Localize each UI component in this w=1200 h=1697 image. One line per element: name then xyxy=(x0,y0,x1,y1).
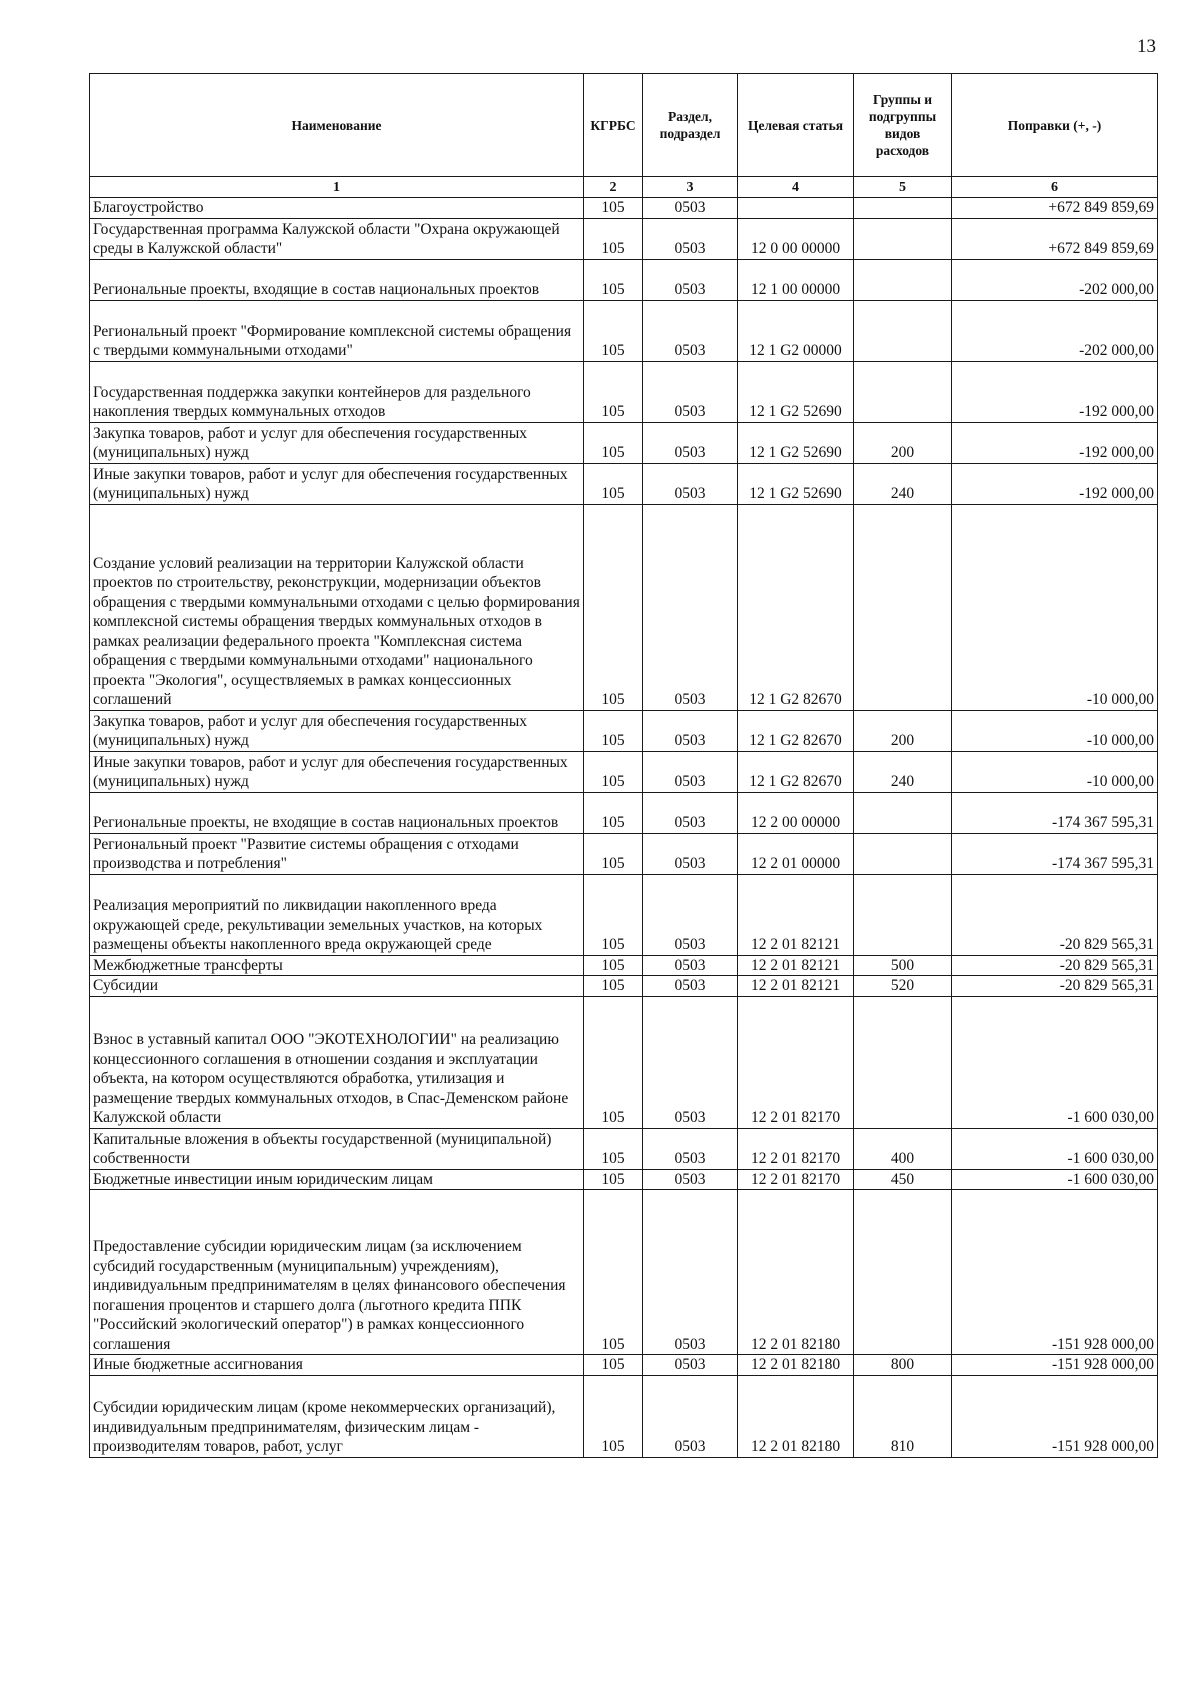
cell-amount: -192 000,00 xyxy=(952,422,1158,463)
cell-kgrbs: 105 xyxy=(584,300,643,361)
cell-group: 400 xyxy=(854,1128,952,1169)
cell-razdel: 0503 xyxy=(643,198,738,219)
table-row xyxy=(90,300,1158,361)
cell-razdel: 0503 xyxy=(643,300,738,361)
cell-kgrbs: 105 xyxy=(584,218,643,259)
table-row xyxy=(90,463,1158,504)
cell-kgrbs: 105 xyxy=(584,751,643,792)
cell-amount: -10 000,00 xyxy=(952,504,1158,710)
cell-razdel: 0503 xyxy=(643,504,738,710)
header-group: Группы и подгруппы видов расходов xyxy=(854,74,952,177)
column-number: 1 xyxy=(90,177,584,198)
column-number-row xyxy=(90,177,1158,198)
cell-kgrbs: 105 xyxy=(584,1169,643,1190)
cell-name: Субсидии юридическим лицам (кроме некоммерческих организаций), индивидуальным предпринимателям, физическим лицам - производителям товаров, работ, услуг xyxy=(90,1375,584,1457)
cell-razdel: 0503 xyxy=(643,1169,738,1190)
cell-name: Закупка товаров, работ и услуг для обеспечения государственных (муниципальных) нужд xyxy=(90,710,584,751)
table-header-row xyxy=(90,74,1158,177)
cell-group: 240 xyxy=(854,751,952,792)
cell-kgrbs: 105 xyxy=(584,463,643,504)
table-row xyxy=(90,1190,1158,1355)
cell-razdel: 0503 xyxy=(643,710,738,751)
cell-razdel: 0503 xyxy=(643,1128,738,1169)
cell-amount: -202 000,00 xyxy=(952,259,1158,300)
cell-amount: -151 928 000,00 xyxy=(952,1190,1158,1355)
cell-razdel: 0503 xyxy=(643,218,738,259)
cell-amount: -151 928 000,00 xyxy=(952,1375,1158,1457)
cell-kgrbs: 105 xyxy=(584,874,643,955)
cell-razdel: 0503 xyxy=(643,422,738,463)
cell-name: Государственная программа Калужской области "Охрана окружающей среды в Калужской области" xyxy=(90,218,584,259)
cell-razdel: 0503 xyxy=(643,955,738,976)
cell-razdel: 0503 xyxy=(643,833,738,874)
cell-razdel: 0503 xyxy=(643,976,738,997)
cell-kgrbs: 105 xyxy=(584,833,643,874)
cell-target: 12 1 G2 52690 xyxy=(738,361,854,422)
cell-name: Государственная поддержка закупки контейнеров для раздельного накопления твердых коммунальных отходов xyxy=(90,361,584,422)
cell-target: 12 2 01 82180 xyxy=(738,1375,854,1457)
cell-group xyxy=(854,300,952,361)
table-row xyxy=(90,1169,1158,1190)
cell-group xyxy=(854,198,952,219)
cell-target: 12 2 01 82170 xyxy=(738,1128,854,1169)
cell-target: 12 1 G2 82670 xyxy=(738,710,854,751)
cell-razdel: 0503 xyxy=(643,1375,738,1457)
cell-name: Предоставление субсидии юридическим лицам (за исключением субсидий государственным (муниципальным) учреждениям), индивидуальным предпринимателям в целях финансового обеспечения погашения процентов и старшего долга (льготного кредита ППК "Российский экологический оператор") в рамках концессионного соглашения xyxy=(90,1190,584,1355)
column-number: 6 xyxy=(952,177,1158,198)
cell-group: 500 xyxy=(854,955,952,976)
cell-name: Иные закупки товаров, работ и услуг для обеспечения государственных (муниципальных) нужд xyxy=(90,751,584,792)
table-row xyxy=(90,1128,1158,1169)
cell-amount: -20 829 565,31 xyxy=(952,976,1158,997)
table-row xyxy=(90,874,1158,955)
cell-target xyxy=(738,198,854,219)
header-razdel: Раздел, подраздел xyxy=(643,74,738,177)
cell-target: 12 0 00 00000 xyxy=(738,218,854,259)
budget-amendments-table xyxy=(89,73,1158,1458)
cell-name: Региональные проекты, входящие в состав национальных проектов xyxy=(90,259,584,300)
cell-group xyxy=(854,504,952,710)
cell-amount: +672 849 859,69 xyxy=(952,198,1158,219)
cell-group: 200 xyxy=(854,422,952,463)
cell-name: Бюджетные инвестиции иным юридическим лицам xyxy=(90,1169,584,1190)
cell-amount: +672 849 859,69 xyxy=(952,218,1158,259)
cell-razdel: 0503 xyxy=(643,361,738,422)
table-row xyxy=(90,833,1158,874)
cell-name: Благоустройство xyxy=(90,198,584,219)
cell-target: 12 2 01 00000 xyxy=(738,833,854,874)
header-name: Наименование xyxy=(90,74,584,177)
cell-amount: -202 000,00 xyxy=(952,300,1158,361)
cell-razdel: 0503 xyxy=(643,463,738,504)
page-number: 13 xyxy=(1137,36,1156,57)
cell-name: Региональный проект "Развитие системы обращения с отходами производства и потребления" xyxy=(90,833,584,874)
cell-name: Региональные проекты, не входящие в состав национальных проектов xyxy=(90,792,584,833)
table-row xyxy=(90,259,1158,300)
table-row xyxy=(90,218,1158,259)
table-row xyxy=(90,1375,1158,1457)
cell-name: Иные закупки товаров, работ и услуг для обеспечения государственных (муниципальных) нужд xyxy=(90,463,584,504)
header-target: Целевая статья xyxy=(738,74,854,177)
cell-razdel: 0503 xyxy=(643,792,738,833)
cell-amount: -10 000,00 xyxy=(952,751,1158,792)
cell-group xyxy=(854,259,952,300)
cell-group xyxy=(854,792,952,833)
cell-kgrbs: 105 xyxy=(584,710,643,751)
cell-razdel: 0503 xyxy=(643,996,738,1128)
cell-target: 12 2 01 82180 xyxy=(738,1190,854,1355)
cell-target: 12 1 G2 52690 xyxy=(738,422,854,463)
cell-kgrbs: 105 xyxy=(584,504,643,710)
cell-razdel: 0503 xyxy=(643,259,738,300)
cell-amount: -151 928 000,00 xyxy=(952,1355,1158,1376)
cell-kgrbs: 105 xyxy=(584,1190,643,1355)
cell-amount: -192 000,00 xyxy=(952,361,1158,422)
cell-kgrbs: 105 xyxy=(584,361,643,422)
cell-group: 450 xyxy=(854,1169,952,1190)
table-row xyxy=(90,361,1158,422)
cell-razdel: 0503 xyxy=(643,751,738,792)
table-row xyxy=(90,792,1158,833)
cell-group: 810 xyxy=(854,1375,952,1457)
table-row xyxy=(90,198,1158,219)
cell-target: 12 2 01 82121 xyxy=(738,976,854,997)
cell-target: 12 2 01 82121 xyxy=(738,874,854,955)
cell-name: Межбюджетные трансферты xyxy=(90,955,584,976)
table-body xyxy=(90,198,1158,1458)
cell-name: Иные бюджетные ассигнования xyxy=(90,1355,584,1376)
column-number: 5 xyxy=(854,177,952,198)
cell-group xyxy=(854,874,952,955)
cell-amount: -1 600 030,00 xyxy=(952,1128,1158,1169)
column-number: 4 xyxy=(738,177,854,198)
table-row xyxy=(90,955,1158,976)
cell-name: Взнос в уставный капитал ООО "ЭКОТЕХНОЛОГИИ" на реализацию концессионного соглашения в отношении создания и эксплуатации объекта, на котором осуществляются обработка, утилизация и размещение твердых коммунальных отходов, в Спас-Деменском районе Калужской области xyxy=(90,996,584,1128)
table-row xyxy=(90,996,1158,1128)
cell-kgrbs: 105 xyxy=(584,955,643,976)
cell-kgrbs: 105 xyxy=(584,996,643,1128)
cell-target: 12 2 01 82180 xyxy=(738,1355,854,1376)
cell-name: Региональный проект "Формирование комплексной системы обращения с твердыми коммунальными отходами" xyxy=(90,300,584,361)
cell-group: 240 xyxy=(854,463,952,504)
cell-razdel: 0503 xyxy=(643,1355,738,1376)
table-row xyxy=(90,504,1158,710)
cell-group xyxy=(854,996,952,1128)
cell-amount: -174 367 595,31 xyxy=(952,833,1158,874)
column-number: 2 xyxy=(584,177,643,198)
table-row xyxy=(90,1355,1158,1376)
cell-group xyxy=(854,1190,952,1355)
cell-group xyxy=(854,833,952,874)
cell-amount: -1 600 030,00 xyxy=(952,996,1158,1128)
table-row xyxy=(90,710,1158,751)
cell-target: 12 2 01 82170 xyxy=(738,1169,854,1190)
cell-kgrbs: 105 xyxy=(584,198,643,219)
cell-razdel: 0503 xyxy=(643,874,738,955)
cell-target: 12 1 00 00000 xyxy=(738,259,854,300)
cell-group: 520 xyxy=(854,976,952,997)
cell-kgrbs: 105 xyxy=(584,1355,643,1376)
cell-name: Капитальные вложения в объекты государственной (муниципальной) собственности xyxy=(90,1128,584,1169)
cell-target: 12 2 01 82170 xyxy=(738,996,854,1128)
cell-kgrbs: 105 xyxy=(584,1128,643,1169)
cell-name: Создание условий реализации на территории Калужской области проектов по строительству, реконструкции, модернизации объектов обращения с твердыми коммунальными отходами с целью формирования комплексной системы обращения твердых коммунальных отходов в рамках реализации федерального проекта "Комплексная система обращения с твердыми коммунальными отходами" национального проекта "Экология", осуществляемых в рамках концессионных соглашений xyxy=(90,504,584,710)
cell-group xyxy=(854,218,952,259)
header-amount: Поправки (+, -) xyxy=(952,74,1158,177)
table-row xyxy=(90,976,1158,997)
cell-target: 12 1 G2 00000 xyxy=(738,300,854,361)
cell-target: 12 1 G2 82670 xyxy=(738,751,854,792)
cell-name: Закупка товаров, работ и услуг для обеспечения государственных (муниципальных) нужд xyxy=(90,422,584,463)
column-number: 3 xyxy=(643,177,738,198)
cell-name: Реализация мероприятий по ликвидации накопленного вреда окружающей среде, рекультивации земельных участков, на которых размещены объекты накопленного вреда окружающей среде xyxy=(90,874,584,955)
cell-group: 800 xyxy=(854,1355,952,1376)
cell-name: Субсидии xyxy=(90,976,584,997)
cell-kgrbs: 105 xyxy=(584,792,643,833)
cell-amount: -1 600 030,00 xyxy=(952,1169,1158,1190)
table-row xyxy=(90,422,1158,463)
cell-razdel: 0503 xyxy=(643,1190,738,1355)
cell-target: 12 2 01 82121 xyxy=(738,955,854,976)
header-kgrbs: КГРБС xyxy=(584,74,643,177)
cell-kgrbs: 105 xyxy=(584,976,643,997)
cell-group xyxy=(854,361,952,422)
cell-target: 12 2 00 00000 xyxy=(738,792,854,833)
cell-target: 12 1 G2 52690 xyxy=(738,463,854,504)
table-row xyxy=(90,751,1158,792)
cell-amount: -174 367 595,31 xyxy=(952,792,1158,833)
cell-kgrbs: 105 xyxy=(584,259,643,300)
cell-group: 200 xyxy=(854,710,952,751)
cell-kgrbs: 105 xyxy=(584,422,643,463)
cell-amount: -10 000,00 xyxy=(952,710,1158,751)
cell-amount: -20 829 565,31 xyxy=(952,874,1158,955)
cell-kgrbs: 105 xyxy=(584,1375,643,1457)
cell-target: 12 1 G2 82670 xyxy=(738,504,854,710)
cell-amount: -20 829 565,31 xyxy=(952,955,1158,976)
cell-amount: -192 000,00 xyxy=(952,463,1158,504)
